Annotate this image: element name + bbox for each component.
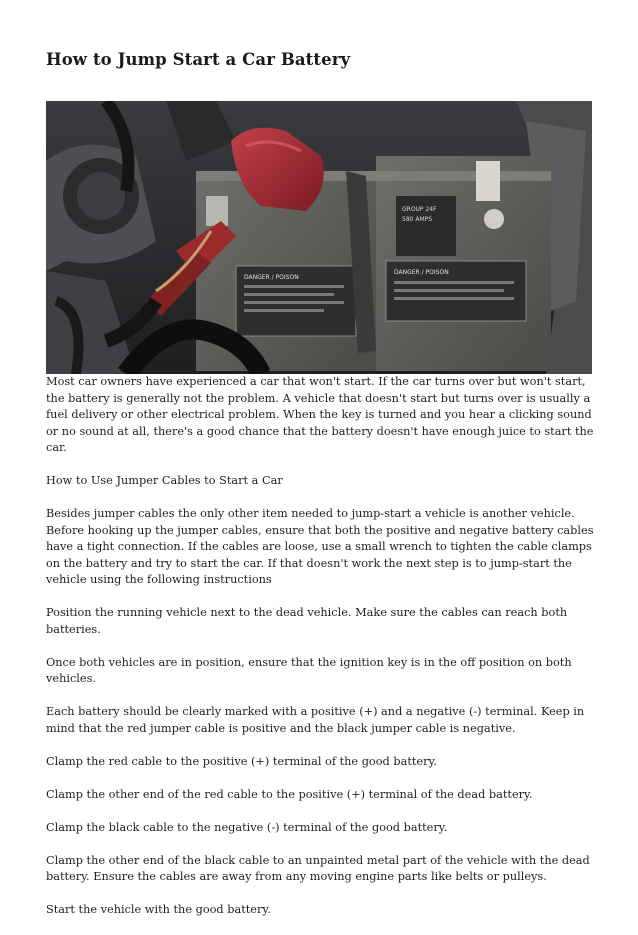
paragraph: Clamp the black cable to the negative (-) terminal of the good battery.	[46, 820, 448, 834]
paragraph: Besides jumper cables the only other item needed to jump-start a vehicle is another vehicle. Before hooking up the jumper cables, ensure that both the positive and negative battery cables have a tight connection. If the cables are loose, use a small wrench to tighten the cable clamps on the battery and try to start the car. If that doesn't work the next step is to jump-start the vehicle using the following instructions	[46, 507, 594, 586]
page-title: How to Jump Start a Car Battery	[46, 50, 351, 69]
paragraph: Start the vehicle with the good battery.	[46, 903, 271, 916]
paragraph-intro: Most car owners have experienced a car that won't start. If the car turns over but won't start, the battery is generally not the problem. A vehicle that doesn't start but turns over is usually a fuel delivery or other electrical problem. When the key is turned and you hear a clicking sound or no sound at all, there's a good chance that the battery doesn't have enough juice to start the car.	[46, 375, 594, 454]
paragraph: Each battery should be clearly marked with a positive (+) and a negative (-) terminal. Keep in mind that the red jumper cable is positive and the black jumper cable is negative.	[46, 705, 585, 735]
warning-label-right: DANGER / POISON	[394, 269, 449, 276]
paragraph: Once both vehicles are in position, ensure that the ignition key is in the off position on both vehicles.	[46, 655, 572, 685]
paragraph: Position the running vehicle next to the dead vehicle. Make sure the cables can reach both batteries.	[46, 606, 568, 636]
battery-group-label: GROUP 24F	[402, 206, 437, 213]
paragraph: Clamp the other end of the black cable to an unpainted metal part of the vehicle with the dead battery. Ensure the cables are away from any moving engine parts like belts or pulleys.	[46, 853, 590, 883]
paragraph: Clamp the red cable to the positive (+) terminal of the good battery.	[46, 754, 437, 768]
car-battery-photo	[46, 101, 592, 374]
warning-label-left: DANGER / POISON	[244, 274, 299, 281]
battery-amps-label: 580 AMPS	[402, 216, 433, 223]
paragraph: Clamp the other end of the red cable to the positive (+) terminal of the dead battery.	[46, 787, 533, 801]
article-body	[46, 374, 594, 935]
section-heading: How to Use Jumper Cables to Start a Car	[46, 474, 283, 487]
